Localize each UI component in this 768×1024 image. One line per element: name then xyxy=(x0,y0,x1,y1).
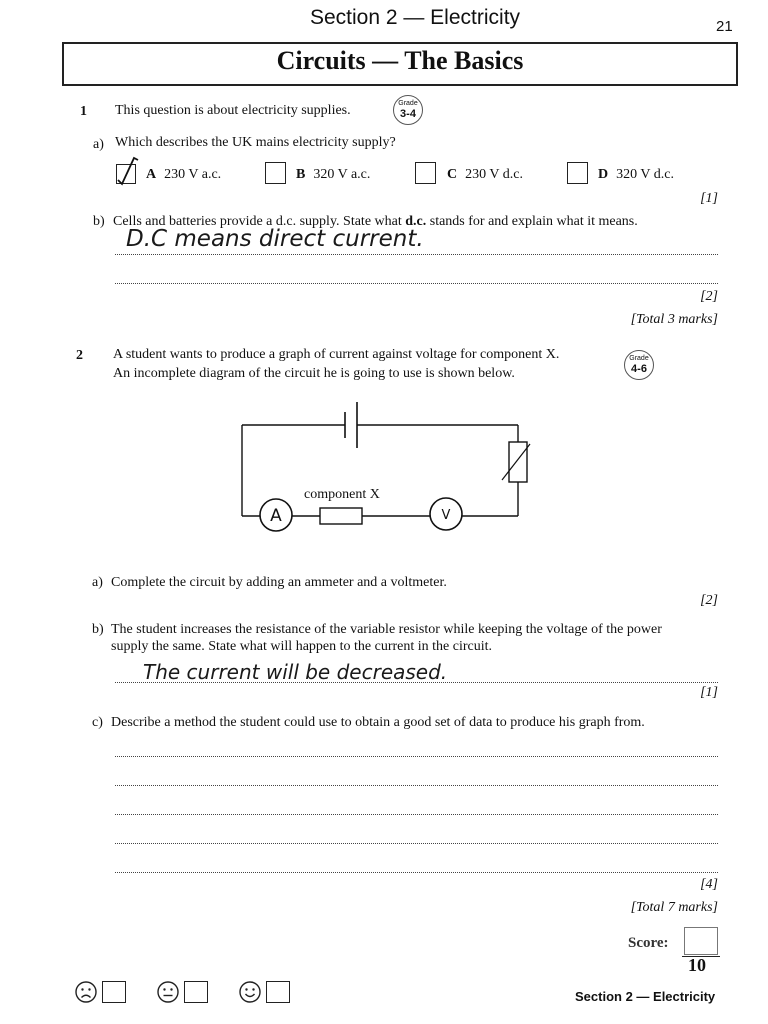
q2b-handwritten-answer: The current will be decreased. xyxy=(143,660,448,684)
option-d: D 320 V d.c. xyxy=(598,167,674,182)
page-number: 21 xyxy=(716,18,733,35)
happy-face-icon xyxy=(238,980,262,1009)
score-box[interactable] xyxy=(684,927,718,955)
answer-line[interactable] xyxy=(115,254,718,255)
option-c-checkbox[interactable] xyxy=(415,162,436,184)
answer-line[interactable] xyxy=(115,843,718,844)
sad-face-icon xyxy=(74,980,98,1009)
q1a-text: Which describes the UK mains electricity supply? xyxy=(115,135,396,150)
question-1-stem: This question is about electricity supplies. xyxy=(115,103,351,118)
q2-total-marks: [Total 7 marks] xyxy=(630,900,718,915)
ammeter-label: A xyxy=(270,506,282,526)
happy-face-checkbox[interactable] xyxy=(266,981,290,1003)
answer-line[interactable] xyxy=(115,682,718,683)
footer-section-label: Section 2 — Electricity xyxy=(575,989,716,1004)
q1-total-marks: [Total 3 marks] xyxy=(630,312,718,327)
q2c-text: Describe a method the student could use to obtain a good set of data to produce his graph from. xyxy=(111,715,645,730)
q1b-label: b) xyxy=(93,214,105,229)
page-section-title: Section 2 — Electricity xyxy=(309,6,521,29)
option-a-checkbox[interactable] xyxy=(114,162,138,186)
question-1-number: 1 xyxy=(80,104,87,119)
variable-resistor xyxy=(509,442,527,482)
option-d-checkbox[interactable] xyxy=(567,162,588,184)
option-b-checkbox[interactable] xyxy=(265,162,286,184)
circuit-diagram xyxy=(230,398,540,543)
q2a-label: a) xyxy=(92,575,103,590)
q1a-marks: [1] xyxy=(700,191,718,206)
option-c: C 230 V d.c. xyxy=(447,167,523,182)
question-2-stem-line1: A student wants to produce a graph of current against voltage for component X. xyxy=(113,347,560,362)
q1a-label: a) xyxy=(93,137,104,152)
q2c-label: c) xyxy=(92,715,103,730)
q2c-marks: [4] xyxy=(700,877,718,892)
q2a-marks: [2] xyxy=(700,593,718,608)
answer-line[interactable] xyxy=(115,785,718,786)
q2b-text-line2: supply the same. State what will happen to the current in the circuit. xyxy=(111,639,493,654)
grade-badge-q2: Grade 4-6 xyxy=(624,350,654,380)
component-x-label: component X xyxy=(304,487,380,502)
q1b-marks: [2] xyxy=(700,289,718,304)
option-b: B 320 V a.c. xyxy=(296,167,371,182)
sad-face-checkbox[interactable] xyxy=(102,981,126,1003)
answer-line[interactable] xyxy=(115,814,718,815)
q2a-text: Complete the circuit by adding an ammeter and a voltmeter. xyxy=(111,575,447,590)
q2b-text-line1: The student increases the resistance of the variable resistor while keeping the voltage of the power xyxy=(111,622,662,637)
q2b-label: b) xyxy=(92,622,104,637)
option-a: A 230 V a.c. xyxy=(146,167,222,182)
component-x xyxy=(320,508,362,524)
answer-line[interactable] xyxy=(115,872,718,873)
q1b-handwritten-answer: D.C means direct current. xyxy=(126,226,424,252)
grade-badge-q1: Grade 3-4 xyxy=(393,95,423,125)
question-2-stem-line2: An incomplete diagram of the circuit he is going to use is shown below. xyxy=(113,366,515,381)
q1b-text: Cells and batteries provide a d.c. supply. State what d.c. stands for and explain what it means. xyxy=(113,214,638,229)
question-2-number: 2 xyxy=(76,348,83,363)
answer-line[interactable] xyxy=(115,283,718,284)
neutral-face-checkbox[interactable] xyxy=(184,981,208,1003)
tick-mark-icon xyxy=(112,154,142,186)
q2b-marks: [1] xyxy=(700,685,718,700)
voltmeter-label: V xyxy=(441,508,451,523)
score-label: Score: xyxy=(628,935,669,951)
answer-line[interactable] xyxy=(115,756,718,757)
variable-resistor-arrow xyxy=(502,444,530,480)
topic-title: Circuits — The Basics xyxy=(276,46,524,75)
score-total: 10 xyxy=(688,955,706,975)
neutral-face-icon xyxy=(156,980,180,1009)
